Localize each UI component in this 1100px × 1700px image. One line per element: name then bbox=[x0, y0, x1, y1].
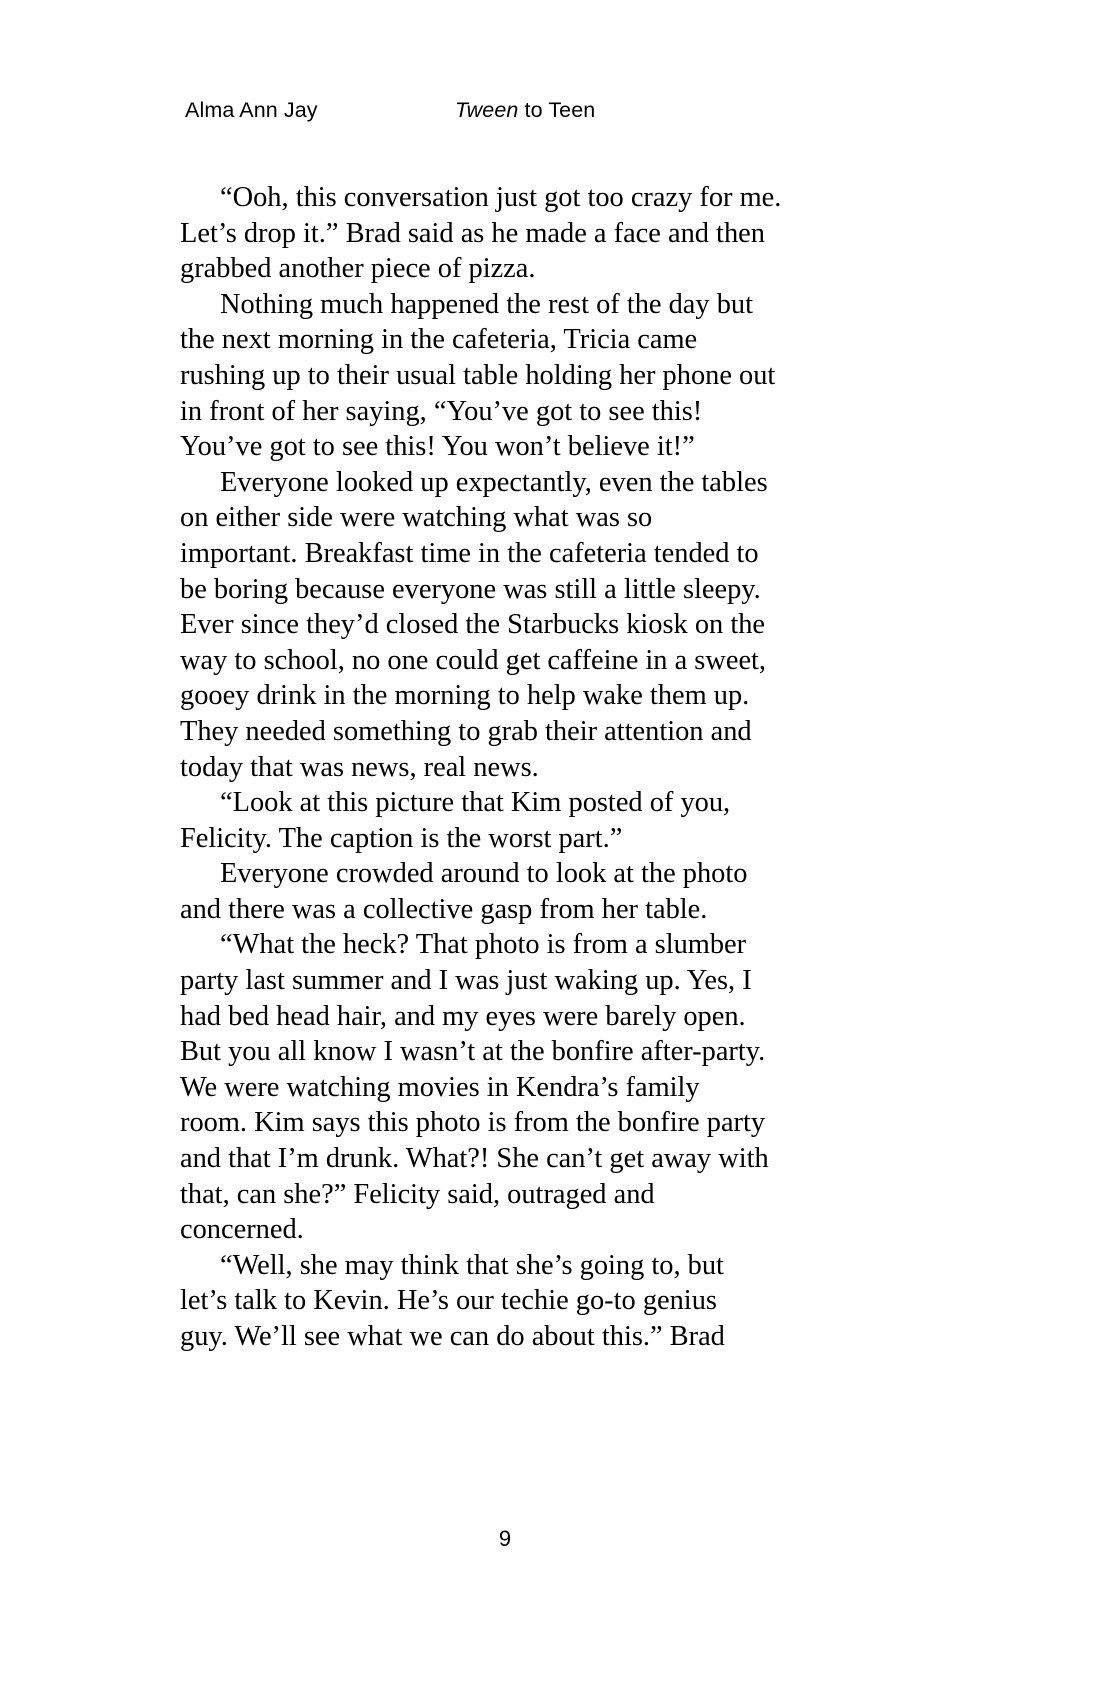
body-line: You’ve got to see this! You won’t believe it!” bbox=[180, 431, 695, 463]
body-paragraph bbox=[180, 287, 860, 465]
body-paragraph bbox=[180, 856, 860, 927]
body-line: let’s talk to Kevin. He’s our techie go-to genius bbox=[180, 1285, 717, 1317]
body-line: and that I’m drunk. What?! She can’t get away with bbox=[180, 1143, 769, 1175]
body-line: on either side were watching what was so bbox=[180, 502, 653, 534]
body-line: in front of her saying, “You’ve got to see this! bbox=[180, 395, 703, 427]
body-line: and there was a collective gasp from her table. bbox=[180, 893, 708, 925]
body-line: important. Breakfast time in the cafeteria tended to bbox=[180, 537, 759, 569]
body-line: way to school, no one could get caffeine in a sweet, bbox=[180, 644, 767, 676]
body-line: today that was news, real news. bbox=[180, 751, 539, 783]
body-line: rushing up to their usual table holding her phone out bbox=[180, 359, 776, 391]
body-text-column bbox=[180, 180, 860, 1355]
body-line: be boring because everyone was still a little sleepy. bbox=[180, 573, 761, 605]
body-paragraph bbox=[180, 180, 860, 287]
body-line: “What the heck? That photo is from a slumber bbox=[220, 929, 747, 961]
running-head-book-title-rest: to Teen bbox=[518, 98, 596, 122]
body-line: But you all know I wasn’t at the bonfire after-party. bbox=[180, 1036, 766, 1068]
body-line: “Ooh, this conversation just got too crazy for me. bbox=[220, 182, 782, 213]
body-line: Everyone crowded around to look at the photo bbox=[220, 858, 748, 890]
running-head-book-title bbox=[455, 92, 595, 128]
body-line: Ever since they’d closed the Starbucks kiosk on the bbox=[180, 609, 766, 641]
body-line: Felicity. The caption is the worst part.” bbox=[180, 822, 623, 854]
body-line: concerned. bbox=[180, 1214, 304, 1246]
running-head bbox=[185, 92, 905, 128]
body-line: that, can she?” Felicity said, outraged and bbox=[180, 1178, 655, 1210]
body-line: grabbed another piece of pizza. bbox=[180, 253, 536, 285]
body-line: We were watching movies in Kendra’s family bbox=[180, 1071, 700, 1103]
body-line: Let’s drop it.” Brad said as he made a face and then bbox=[180, 217, 765, 249]
body-line: “Look at this picture that Kim posted of you, bbox=[220, 787, 731, 819]
running-head-book-title-italic: Tween bbox=[455, 98, 519, 122]
body-line: guy. We’ll see what we can do about this.” Brad bbox=[180, 1321, 725, 1352]
page-number: 9 bbox=[498, 1526, 512, 1551]
body-line: “Well, she may think that she’s going to, but bbox=[220, 1249, 724, 1281]
body-paragraph bbox=[180, 465, 860, 785]
body-line: party last summer and I was just waking up. Yes, I bbox=[180, 965, 752, 997]
body-paragraph bbox=[180, 1248, 860, 1355]
body-line: room. Kim says this photo is from the bonfire party bbox=[180, 1107, 766, 1139]
body-paragraph bbox=[180, 927, 860, 1247]
body-line: gooey drink in the morning to help wake them up. bbox=[180, 680, 750, 712]
body-line: Everyone looked up expectantly, even the tables bbox=[220, 466, 768, 498]
body-line: the next morning in the cafeteria, Tricia came bbox=[180, 324, 698, 356]
body-line: They needed something to grab their attention and bbox=[180, 715, 752, 747]
body-line: Nothing much happened the rest of the day but bbox=[220, 288, 753, 320]
body-paragraph bbox=[180, 785, 860, 856]
running-head-author: Alma Ann Jay bbox=[185, 98, 318, 122]
body-line: had bed head hair, and my eyes were barely open. bbox=[180, 1000, 746, 1032]
